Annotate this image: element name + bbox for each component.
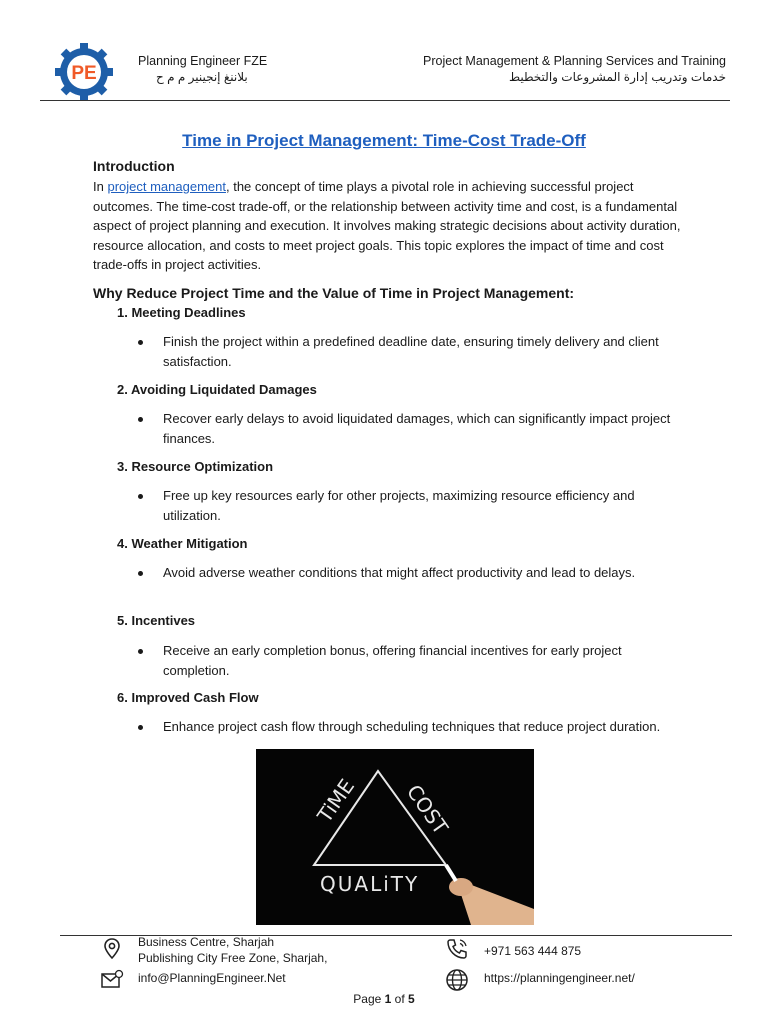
phone-icon [445, 937, 469, 961]
address-line-1: Business Centre, Sharjah [138, 935, 275, 949]
intro-paragraph [93, 177, 683, 275]
bullet-dot [138, 649, 143, 654]
bullet-dot [138, 494, 143, 499]
page-current: 1 [384, 992, 392, 1006]
page-total: 5 [408, 992, 415, 1006]
bullet-text: Enhance project cash flow through scheduling techniques that reduce project duration. [163, 719, 661, 734]
section-heading: 3. Resource Optimization [117, 459, 274, 474]
bullet-item [138, 563, 683, 583]
time-cost-quality-image [256, 749, 534, 925]
section-heading: 2. Avoiding Liquidated Damages [117, 382, 317, 397]
word-cost: COST [401, 780, 453, 839]
bullet-text: Avoid adverse weather conditions that might affect productivity and lead to delays. [163, 565, 636, 580]
bullet-item [138, 332, 683, 372]
section-heading: 6. Improved Cash Flow [117, 690, 259, 705]
email-link[interactable]: info@PlanningEngineer.Net [138, 971, 286, 985]
bullet-dot [138, 725, 143, 730]
svg-text:PE: PE [71, 63, 97, 84]
website-link[interactable]: https://planningengineer.net/ [484, 971, 635, 985]
page-of: of [391, 992, 409, 1006]
page-prefix: Page [353, 992, 385, 1006]
word-time: TiME [312, 774, 360, 827]
header-divider [40, 100, 730, 101]
tagline-en: Project Management & Planning Services and Training [423, 54, 726, 68]
bullet-item [138, 641, 683, 681]
why-heading: Why Reduce Project Time and the Value of Time in Project Management: [93, 285, 575, 301]
intro-prefix: In [93, 179, 108, 194]
section-heading: 5. Incentives [117, 613, 196, 628]
company-name-ar: بلاننغ إنجينير م م ح [156, 70, 248, 84]
intro-heading: Introduction [93, 158, 175, 174]
section-heading: 1. Meeting Deadlines [117, 305, 246, 320]
bullet-text: Receive an early completion bonus, offering financial incentives for early project completion. [163, 643, 622, 678]
document-title[interactable]: Time in Project Management: Time-Cost Trade-Off [182, 131, 586, 150]
bullet-item [138, 409, 683, 449]
bullet-text: Free up key resources early for other projects, maximizing resource efficiency and utilization. [163, 488, 635, 523]
bullet-dot [138, 340, 143, 345]
intro-body: , the concept of time plays a pivotal role in achieving successful project outcomes. The time-cost trade-off, or the relationship between activity time and cost, is a fundamental aspect of project planning and execution. It involves making strategic decisions about activity duration, resource allocation, and costs to meet project goals. This topic explores the impact of time and cost trade-offs in project activities. [93, 179, 681, 272]
section-heading: 4. Weather Mitigation [117, 536, 248, 551]
bullet-item [138, 486, 683, 526]
project-management-link[interactable]: project management [107, 179, 226, 194]
company-name-en: Planning Engineer FZE [138, 54, 268, 68]
word-quality: QUALiTY [320, 872, 420, 896]
company-logo [54, 42, 114, 102]
bullet-dot [138, 571, 143, 576]
bullet-dot [138, 417, 143, 422]
tagline-ar: خدمات وتدريب إدارة المشروعات والتخطيط [508, 70, 726, 84]
bullet-text: Finish the project within a predefined deadline date, ensuring timely delivery and client satisfaction. [163, 334, 659, 369]
bullet-text: Recover early delays to avoid liquidated damages, which can significantly impact project finances. [163, 411, 671, 446]
bullet-item [138, 717, 683, 737]
address-line-2: Publishing City Free Zone, Sharjah, [138, 951, 328, 965]
globe-icon [445, 968, 469, 992]
location-pin-icon [100, 937, 124, 961]
page-number [0, 992, 768, 1006]
email-icon [100, 968, 124, 992]
phone-number[interactable]: +971 563 444 875 [484, 944, 582, 958]
